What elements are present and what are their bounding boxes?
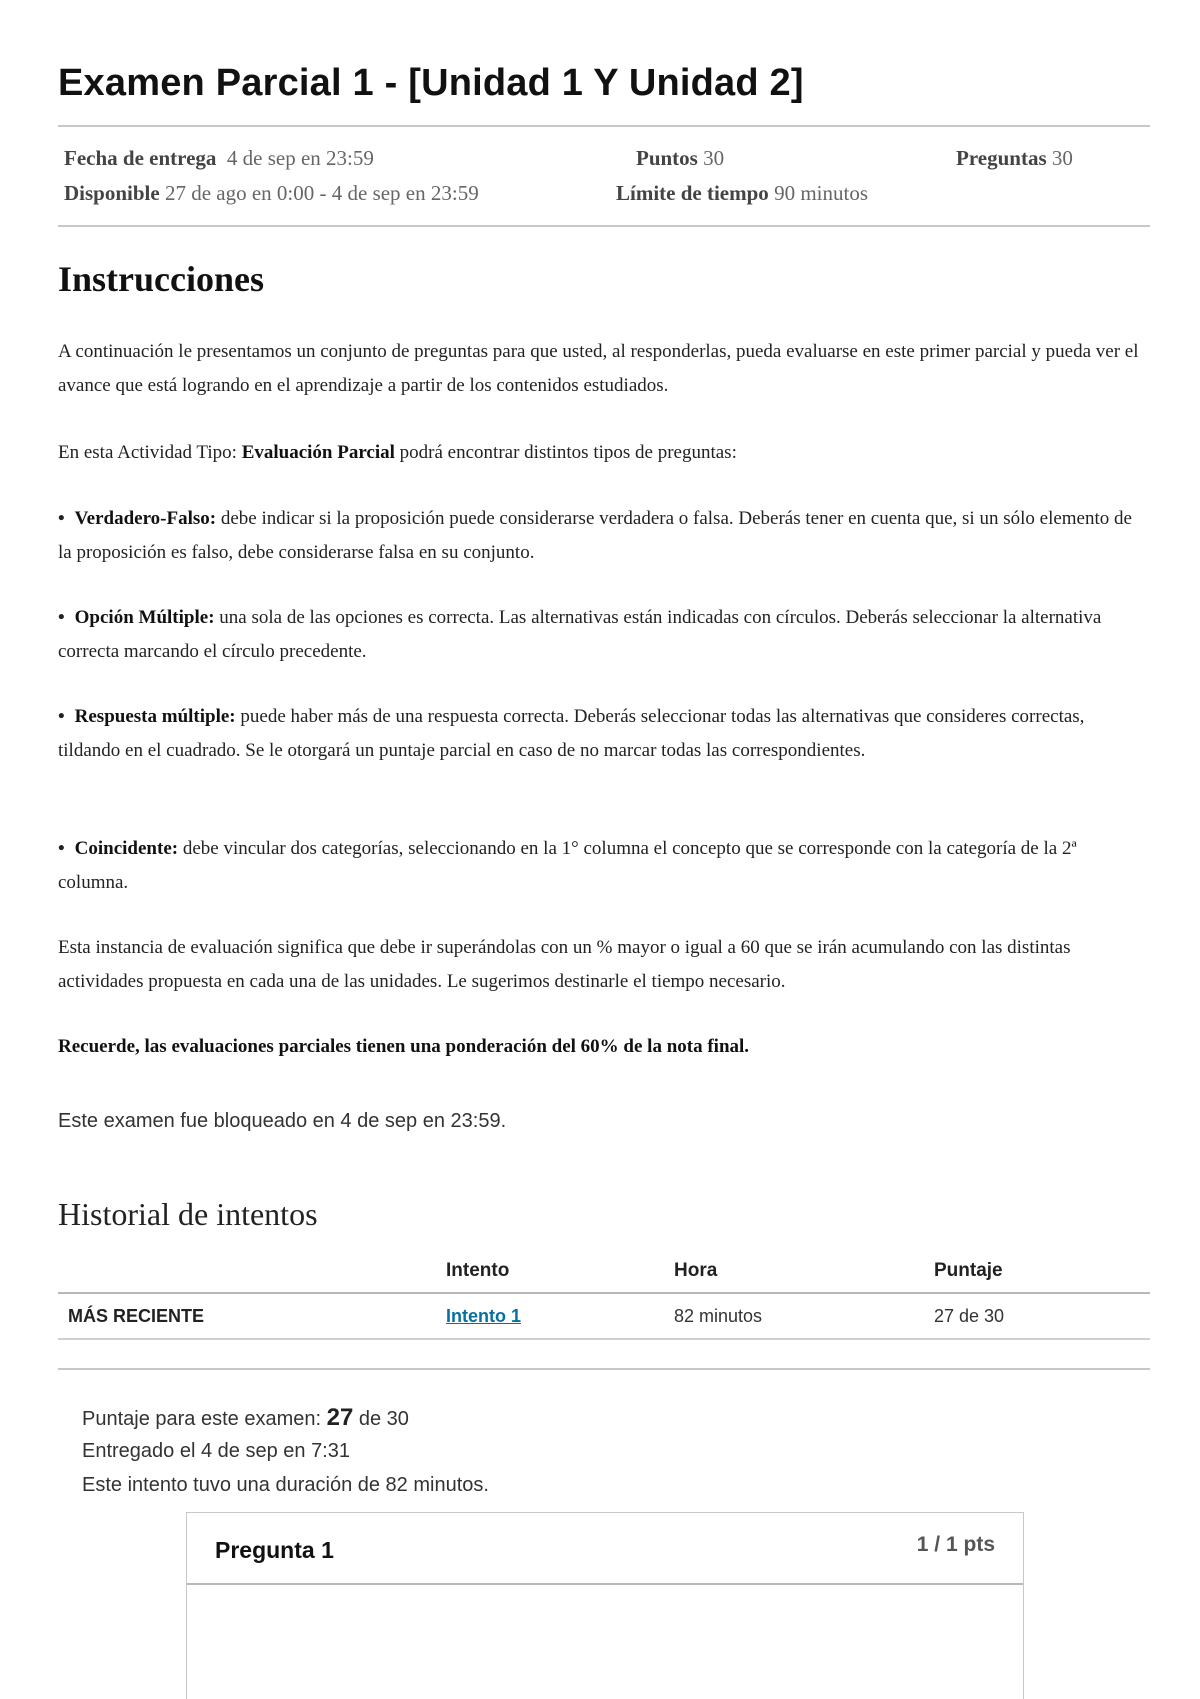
table-row <box>58 1293 1150 1339</box>
divider <box>58 225 1150 227</box>
column-header-time: Hora <box>664 1250 924 1293</box>
questions-count <box>956 146 1073 171</box>
instructions-intro: A continuación le presentamos un conjunto de preguntas para que usted, al responderlas, pueda evaluarse en este primer parcial y pueda ver el avance que está logrando en el aprendizaje a partir de los contenidos estudiados. <box>58 341 1139 396</box>
bullet-item: • Coincidente: debe vincular dos categorías, seleccionando en la 1° columna el concepto que se corresponde con la categoría de la 2ª columna. <box>58 838 1077 893</box>
question-header <box>187 1513 1023 1585</box>
attempt-time: 82 minutos <box>664 1293 924 1339</box>
bullet-item: • Opción Múltiple: una sola de las opciones es correcta. Las alternativas están indicadas con círculos. Deberás seleccionar la alternativa correcta marcando el círculo precedente. <box>58 607 1102 662</box>
availability <box>64 181 479 206</box>
points-label: Puntos <box>636 146 698 170</box>
locked-notice: Este examen fue bloqueado en 4 de sep en 23:59. <box>58 1110 507 1132</box>
score-value: 27 <box>326 1404 354 1431</box>
most-recent-label: MÁS RECIENTE <box>58 1293 436 1339</box>
available-label: Disponible <box>64 181 160 205</box>
attempt-history-table <box>58 1250 1150 1340</box>
instructions-closing: Esta instancia de evaluación significa que debe ir superándolas con un % mayor o igual a 60 que se irán acumulando con las distintas actividades propuesta en cada una de las unidades. Le sugerimos destinarle el tiempo necesario. <box>58 937 1071 992</box>
column-header-score: Puntaje <box>924 1250 1150 1293</box>
due-date <box>64 146 374 171</box>
bullet-term: Coincidente: <box>74 838 179 859</box>
available-value: 27 de ago en 0:00 - 4 de sep en 23:59 <box>164 181 479 205</box>
questions-value: 30 <box>1051 146 1073 170</box>
questions-label: Preguntas <box>956 146 1047 170</box>
due-value: 4 de sep en 23:59 <box>226 146 374 170</box>
attempt-score: 27 de 30 <box>924 1293 1150 1339</box>
bullet-item: • Respuesta múltiple: puede haber más de una respuesta correcta. Deberás seleccionar todas las alternativas que consideres correctas, tildando en el cuadrado. Se le otorgará un puntaje parcial en caso de no marcar todas las correspondientes. <box>58 706 1085 761</box>
history-heading: Historial de intentos <box>58 1196 318 1232</box>
time-limit-label: Límite de tiempo <box>616 181 769 205</box>
activity-type-name: Evaluación Parcial <box>241 442 395 463</box>
column-header <box>58 1250 436 1293</box>
divider <box>58 125 1150 127</box>
attempt-link[interactable]: Intento 1 <box>446 1305 521 1326</box>
points <box>636 146 724 171</box>
activity-type: En esta Actividad Tipo: Evaluación Parcial podrá encontrar distintos tipos de preguntas: <box>58 442 737 463</box>
table-header-row <box>58 1250 1150 1293</box>
time-limit <box>616 181 868 206</box>
bullet-term: Opción Múltiple: <box>74 607 215 628</box>
question-card <box>186 1512 1024 1699</box>
divider <box>58 1368 1150 1370</box>
question-title: Pregunta 1 <box>215 1537 334 1563</box>
instructions-reminder: Recuerde, las evaluaciones parciales tienen una ponderación del 60% de la nota final. <box>58 1036 750 1057</box>
exam-score: Puntaje para este examen: 27 de 30 <box>82 1404 409 1431</box>
question-points: 1 / 1 pts <box>916 1533 995 1556</box>
column-header-attempt: Intento <box>436 1250 664 1293</box>
page-title: Examen Parcial 1 - [Unidad 1 Y Unidad 2] <box>58 62 804 104</box>
bullet-item: • Verdadero-Falso: debe indicar si la proposición puede considerarse verdadera o falsa. Deberás tener en cuenta que, si un sólo elemento de la proposición es falso, debe considerarse falsa en su conjunto. <box>58 508 1132 563</box>
time-limit-value: 90 minutos <box>774 181 868 205</box>
bullet-term: Verdadero-Falso: <box>74 508 217 529</box>
attempt-duration: Este intento tuvo una duración de 82 minutos. <box>82 1474 489 1496</box>
bullet-term: Respuesta múltiple: <box>74 706 236 727</box>
points-value: 30 <box>703 146 725 170</box>
instructions-heading: Instrucciones <box>58 259 264 299</box>
due-label: Fecha de entrega <box>64 146 217 170</box>
submitted-date: Entregado el 4 de sep en 7:31 <box>82 1440 350 1462</box>
